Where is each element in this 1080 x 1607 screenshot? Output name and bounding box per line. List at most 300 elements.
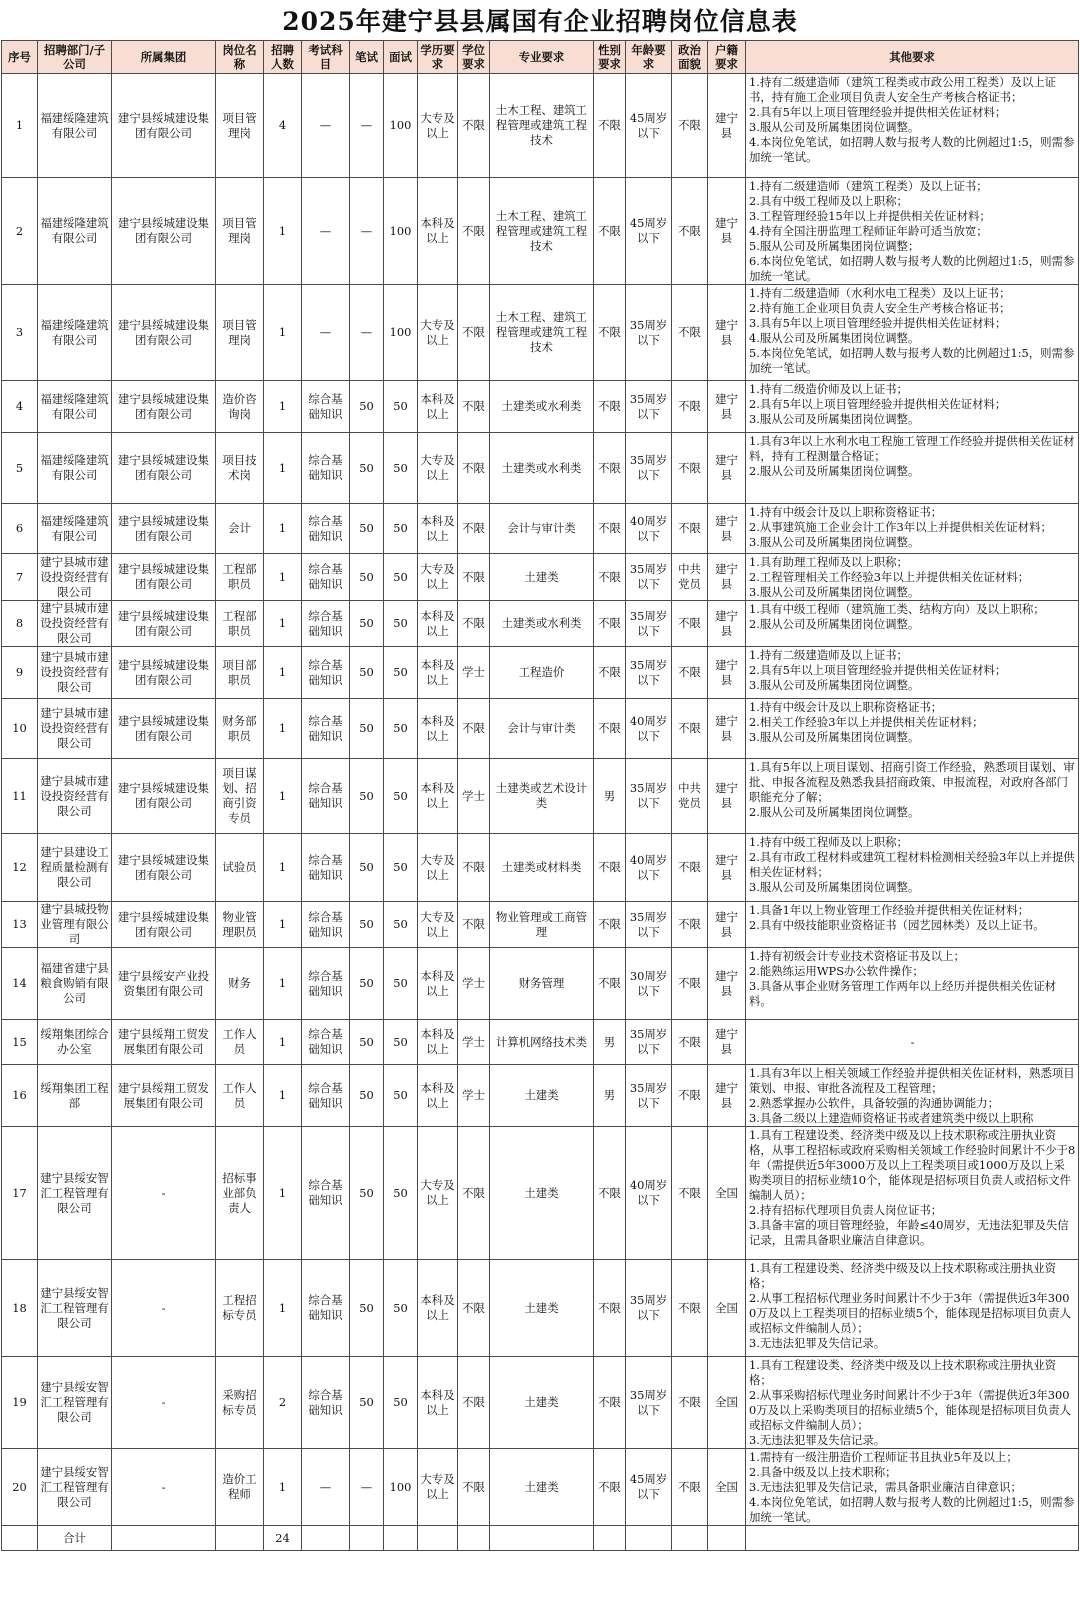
education-cell: 大专及以上	[418, 902, 458, 948]
major-cell: 会计与审计类	[490, 504, 594, 554]
exam-subject-cell: 综合基础知识	[302, 647, 350, 699]
department-cell: 建宁县城市建设投资经营有限公司	[38, 601, 112, 647]
written-weight-cell: 50	[350, 601, 384, 647]
degree-cell: 不限	[458, 504, 490, 554]
interview-weight-cell: 50	[384, 601, 418, 647]
political-status-cell: 不限	[672, 433, 708, 504]
department-cell: 福建省建宁县粮食购销有限公司	[38, 948, 112, 1020]
group-cell: 建宁县绥城建设集团有限公司	[112, 699, 216, 759]
other-requirements-cell	[746, 902, 1079, 948]
table-row	[2, 834, 1079, 902]
table-row	[2, 601, 1079, 647]
degree-cell: 不限	[458, 601, 490, 647]
total-empty	[746, 1526, 1079, 1551]
hukou-cell: 建宁县	[708, 647, 746, 699]
other-requirements-cell	[746, 1020, 1079, 1065]
age-limit-cell: 35周岁以下	[626, 647, 672, 699]
education-cell: 本科及以上	[418, 647, 458, 699]
total-empty	[708, 1526, 746, 1551]
requirement-line: 1.持有中级会计及以上职称资格证书；	[749, 505, 943, 519]
post-name-cell: 招标事业部负责人	[216, 1127, 264, 1260]
exam-subject-cell: 综合基础知识	[302, 504, 350, 554]
total-empty	[672, 1526, 708, 1551]
col-group-header: 所属集团	[112, 41, 216, 74]
political-status-cell: 不限	[672, 1260, 708, 1357]
education-cell: 大专及以上	[418, 285, 458, 381]
education-cell: 大专及以上	[418, 554, 458, 601]
row-number-cell: 18	[2, 1260, 38, 1357]
other-requirements-cell	[746, 504, 1079, 554]
requirement-line: 1.持有中级工程师及以上职称；	[749, 835, 908, 849]
group-cell: 建宁县绥城建设集团有限公司	[112, 902, 216, 948]
requirement-line: 2.从事建筑施工企业会计工作3年以上并提供相关佐证材料；	[749, 520, 1052, 534]
requirement-line: 2.相关工作经验3年以上并提供相关佐证材料；	[749, 715, 984, 729]
department-cell: 建宁县绥安智汇工程管理有限公司	[38, 1260, 112, 1357]
hire-count-cell: 1	[264, 1260, 302, 1357]
group-cell: 建宁县绥城建设集团有限公司	[112, 74, 216, 178]
group-cell: -	[112, 1127, 216, 1260]
age-limit-cell: 35周岁以下	[626, 902, 672, 948]
written-weight-cell: 50	[350, 647, 384, 699]
hire-count-cell: 1	[264, 1020, 302, 1065]
requirement-line: 2.具有中级工程师及以上职称；	[749, 194, 908, 208]
written-weight-cell: 50	[350, 433, 384, 504]
interview-weight-cell: 50	[384, 504, 418, 554]
post-name-cell: 会计	[216, 504, 264, 554]
requirement-line: 2.具备中级及以上技术职称；	[749, 1465, 897, 1479]
hire-count-cell: 1	[264, 178, 302, 285]
total-empty	[350, 1526, 384, 1551]
exam-subject-cell: 综合基础知识	[302, 902, 350, 948]
total-empty	[216, 1526, 264, 1551]
major-cell: 土建类	[490, 1127, 594, 1260]
hukou-cell: 建宁县	[708, 178, 746, 285]
group-cell: 建宁县绥安产业投资集团有限公司	[112, 948, 216, 1020]
post-name-cell: 项目管理岗	[216, 74, 264, 178]
total-empty	[458, 1526, 490, 1551]
requirement-line: 1.持有二级建造师（建筑工程类）及以上证书；	[749, 179, 988, 193]
group-cell: 建宁县绥城建设集团有限公司	[112, 554, 216, 601]
written-weight-cell: —	[350, 285, 384, 381]
written-weight-cell: 50	[350, 834, 384, 902]
written-weight-cell: 50	[350, 554, 384, 601]
hire-count-cell: 1	[264, 699, 302, 759]
hukou-cell: 建宁县	[708, 902, 746, 948]
group-cell: 建宁县绥城建设集团有限公司	[112, 178, 216, 285]
gender-cell: 不限	[594, 381, 626, 433]
post-name-cell: 项目管理岗	[216, 178, 264, 285]
interview-weight-cell: 50	[384, 759, 418, 834]
interview-weight-cell: 100	[384, 285, 418, 381]
row-number-cell: 11	[2, 759, 38, 834]
degree-cell: 学士	[458, 1020, 490, 1065]
written-weight-cell: —	[350, 178, 384, 285]
exam-subject-cell: —	[302, 285, 350, 381]
written-weight-cell: 50	[350, 948, 384, 1020]
requirement-line: 2.服从公司及所属集团岗位调整。	[749, 805, 920, 819]
degree-cell: 不限	[458, 1357, 490, 1449]
total-empty	[418, 1526, 458, 1551]
requirement-line: 4.本岗位免笔试，如招聘人数与报考人数的比例超过1:5，则需参加统一笔试。	[749, 135, 1075, 164]
gender-cell: 不限	[594, 285, 626, 381]
age-limit-cell: 35周岁以下	[626, 554, 672, 601]
hukou-cell: 建宁县	[708, 74, 746, 178]
exam-subject-cell: 综合基础知识	[302, 1260, 350, 1357]
interview-weight-cell: 50	[384, 1260, 418, 1357]
hire-count-cell: 2	[264, 1357, 302, 1449]
department-cell: 绥翔集团工程部	[38, 1065, 112, 1127]
exam-subject-cell: 综合基础知识	[302, 699, 350, 759]
col-post-header: 岗位名称	[216, 41, 264, 74]
requirement-line: 3.服从公司及所属集团岗位调整。	[749, 120, 920, 134]
hukou-cell: 全国	[708, 1260, 746, 1357]
group-cell: 建宁县绥城建设集团有限公司	[112, 759, 216, 834]
interview-weight-cell: 50	[384, 1020, 418, 1065]
other-requirements-cell	[746, 699, 1079, 759]
other-requirements-cell	[746, 178, 1079, 285]
hukou-cell: 建宁县	[708, 759, 746, 834]
age-limit-cell: 35周岁以下	[626, 285, 672, 381]
degree-cell: 不限	[458, 433, 490, 504]
interview-weight-cell: 50	[384, 1357, 418, 1449]
requirement-line: 4.服从公司及所属集团岗位调整。	[749, 331, 920, 345]
department-cell: 福建绥隆建筑有限公司	[38, 178, 112, 285]
political-status-cell: 不限	[672, 285, 708, 381]
department-cell: 福建绥隆建筑有限公司	[38, 433, 112, 504]
table-row	[2, 554, 1079, 601]
education-cell: 本科及以上	[418, 948, 458, 1020]
major-cell: 土建类或水利类	[490, 381, 594, 433]
exam-subject-cell: 综合基础知识	[302, 1065, 350, 1127]
requirement-line: -	[910, 1035, 915, 1049]
education-cell: 本科及以上	[418, 699, 458, 759]
hire-count-cell: 1	[264, 834, 302, 902]
other-requirements-cell	[746, 601, 1079, 647]
table-row	[2, 433, 1079, 504]
hukou-cell: 建宁县	[708, 1065, 746, 1127]
col-hukou-header: 户籍要求	[708, 41, 746, 74]
other-requirements-cell	[746, 1260, 1079, 1357]
other-requirements-cell	[746, 1127, 1079, 1260]
row-number-cell: 10	[2, 699, 38, 759]
major-cell: 物业管理或工商管理	[490, 902, 594, 948]
department-cell: 建宁县建设工程质量检测有限公司	[38, 834, 112, 902]
interview-weight-cell: 50	[384, 1065, 418, 1127]
group-cell: 建宁县绥城建设集团有限公司	[112, 504, 216, 554]
education-cell: 本科及以上	[418, 1260, 458, 1357]
exam-subject-cell: —	[302, 178, 350, 285]
requirement-line: 6.本岗位免笔试，如招聘人数与报考人数的比例超过1:5，则需参加统一笔试。	[749, 254, 1075, 283]
requirement-line: 1.具有助理工程师及以上职称；	[749, 555, 908, 569]
education-cell: 本科及以上	[418, 759, 458, 834]
requirement-line: 4.持有全国注册监理工程师证年龄可适当放宽；	[749, 224, 988, 238]
degree-cell: 不限	[458, 902, 490, 948]
written-weight-cell: 50	[350, 1260, 384, 1357]
col-count-header: 招聘人数	[264, 41, 302, 74]
written-weight-cell: —	[350, 1449, 384, 1526]
age-limit-cell: 40周岁以下	[626, 699, 672, 759]
major-cell: 土建类	[490, 554, 594, 601]
requirement-line: 1.具有中级工程师（建筑施工类、结构方向）及以上职称；	[749, 602, 1045, 616]
degree-cell: 不限	[458, 554, 490, 601]
table-row	[2, 699, 1079, 759]
group-cell: 建宁县绥城建设集团有限公司	[112, 601, 216, 647]
row-number-cell: 13	[2, 902, 38, 948]
requirement-line: 3.服从公司及所属集团岗位调整。	[749, 535, 920, 549]
age-limit-cell: 40周岁以下	[626, 1127, 672, 1260]
requirement-line: 1.具有工程建设类、经济类中级及以上技术职称或注册执业资格；	[749, 1261, 1057, 1290]
age-limit-cell: 35周岁以下	[626, 1020, 672, 1065]
department-cell: 绥翔集团综合办公室	[38, 1020, 112, 1065]
education-cell: 大专及以上	[418, 1449, 458, 1526]
major-cell: 土木工程、建筑工程管理或建筑工程技术	[490, 178, 594, 285]
age-limit-cell: 35周岁以下	[626, 1065, 672, 1127]
post-name-cell: 工程部职员	[216, 601, 264, 647]
written-weight-cell: 50	[350, 759, 384, 834]
education-cell: 本科及以上	[418, 504, 458, 554]
degree-cell: 学士	[458, 647, 490, 699]
other-requirements-cell	[746, 948, 1079, 1020]
education-cell: 大专及以上	[418, 1127, 458, 1260]
requirement-line: 2.具有市政工程材料或建筑工程材料检测相关经验3年以上并提供相关佐证材料；	[749, 850, 1075, 879]
political-status-cell: 不限	[672, 178, 708, 285]
degree-cell: 不限	[458, 285, 490, 381]
total-empty	[112, 1526, 216, 1551]
department-cell: 建宁县绥安智汇工程管理有限公司	[38, 1449, 112, 1526]
hukou-cell: 建宁县	[708, 433, 746, 504]
age-limit-cell: 35周岁以下	[626, 433, 672, 504]
other-requirements-cell	[746, 381, 1079, 433]
hukou-cell: 建宁县	[708, 554, 746, 601]
political-status-cell: 不限	[672, 74, 708, 178]
hukou-cell: 建宁县	[708, 1020, 746, 1065]
row-number-cell: 6	[2, 504, 38, 554]
political-status-cell: 中共党员	[672, 554, 708, 601]
department-cell: 建宁县城市建设投资经营有限公司	[38, 647, 112, 699]
degree-cell: 不限	[458, 1449, 490, 1526]
gender-cell: 不限	[594, 1127, 626, 1260]
requirement-line: 3.服从公司及所属集团岗位调整。	[749, 678, 920, 692]
political-status-cell: 中共党员	[672, 759, 708, 834]
exam-subject-cell: 综合基础知识	[302, 1020, 350, 1065]
total-empty	[594, 1526, 626, 1551]
hukou-cell: 建宁县	[708, 285, 746, 381]
col-subject-header: 考试科目	[302, 41, 350, 74]
recruitment-table	[1, 40, 1079, 1551]
group-cell: 建宁县绥城建设集团有限公司	[112, 647, 216, 699]
row-number-cell: 19	[2, 1357, 38, 1449]
group-cell: 建宁县绥城建设集团有限公司	[112, 433, 216, 504]
gender-cell: 不限	[594, 74, 626, 178]
row-number-cell: 15	[2, 1020, 38, 1065]
interview-weight-cell: 100	[384, 74, 418, 178]
written-weight-cell: 50	[350, 504, 384, 554]
education-cell: 本科及以上	[418, 601, 458, 647]
table-row	[2, 902, 1079, 948]
hire-count-cell: 1	[264, 1449, 302, 1526]
row-number-cell: 16	[2, 1065, 38, 1127]
hukou-cell: 建宁县	[708, 504, 746, 554]
requirement-line: 2.服从公司及所属集团岗位调整。	[749, 617, 920, 631]
table-body	[2, 74, 1079, 1526]
hire-count-cell: 1	[264, 285, 302, 381]
exam-subject-cell: 综合基础知识	[302, 601, 350, 647]
post-name-cell: 项目部职员	[216, 647, 264, 699]
exam-subject-cell: 综合基础知识	[302, 554, 350, 601]
requirement-line: 3.具备二级以上建造师资格证书或者建筑类中级以上职称	[749, 1111, 1034, 1125]
hire-count-cell: 1	[264, 902, 302, 948]
major-cell: 土建类或水利类	[490, 601, 594, 647]
requirement-line: 3.具备从事企业财务管理工作两年以上经历并提供相关佐证材料。	[749, 979, 1057, 1008]
header-row	[2, 41, 1079, 74]
age-limit-cell: 35周岁以下	[626, 1260, 672, 1357]
department-cell: 福建绥隆建筑有限公司	[38, 74, 112, 178]
exam-subject-cell: 综合基础知识	[302, 759, 350, 834]
written-weight-cell: 50	[350, 1357, 384, 1449]
row-number-cell: 14	[2, 948, 38, 1020]
political-status-cell: 不限	[672, 1127, 708, 1260]
requirement-line: 2.具有5年以上项目管理经验并提供相关佐证材料；	[749, 105, 1007, 119]
age-limit-cell: 35周岁以下	[626, 759, 672, 834]
interview-weight-cell: 50	[384, 381, 418, 433]
hire-count-cell: 1	[264, 504, 302, 554]
major-cell: 财务管理	[490, 948, 594, 1020]
group-cell: 建宁县绥城建设集团有限公司	[112, 285, 216, 381]
department-cell: 建宁县城市建设投资经营有限公司	[38, 759, 112, 834]
gender-cell: 不限	[594, 554, 626, 601]
education-cell: 本科及以上	[418, 1065, 458, 1127]
post-name-cell: 造价工程师	[216, 1449, 264, 1526]
degree-cell: 不限	[458, 699, 490, 759]
hire-count-cell: 1	[264, 1127, 302, 1260]
major-cell: 计算机网络技术类	[490, 1020, 594, 1065]
requirement-line: 1.具备1年以上物业管理工作经验并提供相关佐证材料；	[749, 903, 1030, 917]
total-row	[2, 1526, 1079, 1551]
political-status-cell: 不限	[672, 1065, 708, 1127]
age-limit-cell: 30周岁以下	[626, 948, 672, 1020]
post-name-cell: 物业管理职员	[216, 902, 264, 948]
post-name-cell: 项目管理岗	[216, 285, 264, 381]
post-name-cell: 工程招标专员	[216, 1260, 264, 1357]
table-row	[2, 504, 1079, 554]
col-written-header: 笔试	[350, 41, 384, 74]
education-cell: 本科及以上	[418, 381, 458, 433]
table-row	[2, 1020, 1079, 1065]
group-cell: 建宁县绥翔工贸发展集团有限公司	[112, 1065, 216, 1127]
hukou-cell: 建宁县	[708, 699, 746, 759]
interview-weight-cell: 50	[384, 554, 418, 601]
written-weight-cell: —	[350, 74, 384, 178]
hire-count-cell: 4	[264, 74, 302, 178]
group-cell: 建宁县绥城建设集团有限公司	[112, 834, 216, 902]
degree-cell: 学士	[458, 759, 490, 834]
degree-cell: 不限	[458, 1127, 490, 1260]
exam-subject-cell: 综合基础知识	[302, 1127, 350, 1260]
requirement-line: 2.具有中级技能职业资格证书（园艺园林类）及以上证书。	[749, 918, 1045, 932]
requirement-line: 2.持有招标代理项目负责人岗位证书；	[749, 1203, 943, 1217]
requirement-line: 1.具有3年以上水利水电工程施工管理工作经验并提供相关佐证材料，持有工程测量合格证；	[749, 434, 1075, 463]
requirement-line: 1.持有二级建造师（水利水电工程类）及以上证书；	[749, 286, 1011, 300]
requirement-line: 3.服从公司及所属集团岗位调整。	[749, 880, 920, 894]
hire-count-cell: 1	[264, 1065, 302, 1127]
col-no-header: 序号	[2, 41, 38, 74]
post-name-cell: 工作人员	[216, 1065, 264, 1127]
other-requirements-cell	[746, 1065, 1079, 1127]
age-limit-cell: 45周岁以下	[626, 178, 672, 285]
major-cell: 工程造价	[490, 647, 594, 699]
gender-cell: 不限	[594, 601, 626, 647]
table-row	[2, 1260, 1079, 1357]
col-interview-header: 面试	[384, 41, 418, 74]
major-cell: 土建类或艺术设计类	[490, 759, 594, 834]
row-number-cell: 8	[2, 601, 38, 647]
interview-weight-cell: 100	[384, 1449, 418, 1526]
other-requirements-cell	[746, 285, 1079, 381]
hire-count-cell: 1	[264, 647, 302, 699]
requirement-line: 2.从事工程招标代理业务时间累计不少于3年（需提供近3年3000万及以上工程类项目的招标业绩5个，能体现是招标项目负责人或招标文件编制人员）；	[749, 1291, 1072, 1335]
hukou-cell: 全国	[708, 1127, 746, 1260]
gender-cell: 不限	[594, 433, 626, 504]
political-status-cell: 不限	[672, 834, 708, 902]
hire-count-cell: 1	[264, 948, 302, 1020]
other-requirements-cell	[746, 834, 1079, 902]
department-cell: 建宁县城市建设投资经营有限公司	[38, 554, 112, 601]
age-limit-cell: 40周岁以下	[626, 834, 672, 902]
department-cell: 福建绥隆建筑有限公司	[38, 381, 112, 433]
exam-subject-cell: 综合基础知识	[302, 433, 350, 504]
hukou-cell: 全国	[708, 1357, 746, 1449]
political-status-cell: 不限	[672, 647, 708, 699]
degree-cell: 学士	[458, 948, 490, 1020]
written-weight-cell: 50	[350, 1065, 384, 1127]
age-limit-cell: 40周岁以下	[626, 504, 672, 554]
major-cell: 土建类	[490, 1065, 594, 1127]
post-name-cell: 财务部职员	[216, 699, 264, 759]
political-status-cell: 不限	[672, 1449, 708, 1526]
post-name-cell: 工程部职员	[216, 554, 264, 601]
table-row	[2, 1065, 1079, 1127]
table-row	[2, 759, 1079, 834]
hukou-cell: 建宁县	[708, 948, 746, 1020]
post-name-cell: 试验员	[216, 834, 264, 902]
gender-cell: 不限	[594, 948, 626, 1020]
education-cell: 大专及以上	[418, 433, 458, 504]
requirement-line: 1.持有初级会计专业技术资格证书及以上；	[749, 949, 965, 963]
exam-subject-cell: 综合基础知识	[302, 381, 350, 433]
col-other-header: 其他要求	[746, 41, 1079, 74]
hukou-cell: 建宁县	[708, 601, 746, 647]
post-name-cell: 项目技术岗	[216, 433, 264, 504]
age-limit-cell: 45周岁以下	[626, 74, 672, 178]
requirement-line: 1.持有二级造价师及以上证书；	[749, 382, 908, 396]
interview-weight-cell: 50	[384, 433, 418, 504]
interview-weight-cell: 50	[384, 699, 418, 759]
post-name-cell: 采购招标专员	[216, 1357, 264, 1449]
requirement-line: 1.具有工程建设类、经济类中级及以上技术职称或注册执业资格，从事工程招标或政府采购相关领域工作经验时间累计不少于8年（需提供近5年3000万及以上工程类项目或1000万及以上采购类项目的招标业绩10个，能体现是招标项目负责人或招标文件编制人员）；	[749, 1128, 1076, 1202]
col-edu-header: 学历要求	[418, 41, 458, 74]
exam-subject-cell: —	[302, 74, 350, 178]
political-status-cell: 不限	[672, 601, 708, 647]
requirement-line: 3.无违法犯罪及失信记录。	[749, 1336, 886, 1350]
row-number-cell: 2	[2, 178, 38, 285]
gender-cell: 不限	[594, 699, 626, 759]
major-cell: 土木工程、建筑工程管理或建筑工程技术	[490, 285, 594, 381]
written-weight-cell: 50	[350, 699, 384, 759]
col-age-header: 年龄要求	[626, 41, 672, 74]
col-degree-header: 学位要求	[458, 41, 490, 74]
group-cell: -	[112, 1449, 216, 1526]
other-requirements-cell	[746, 74, 1079, 178]
